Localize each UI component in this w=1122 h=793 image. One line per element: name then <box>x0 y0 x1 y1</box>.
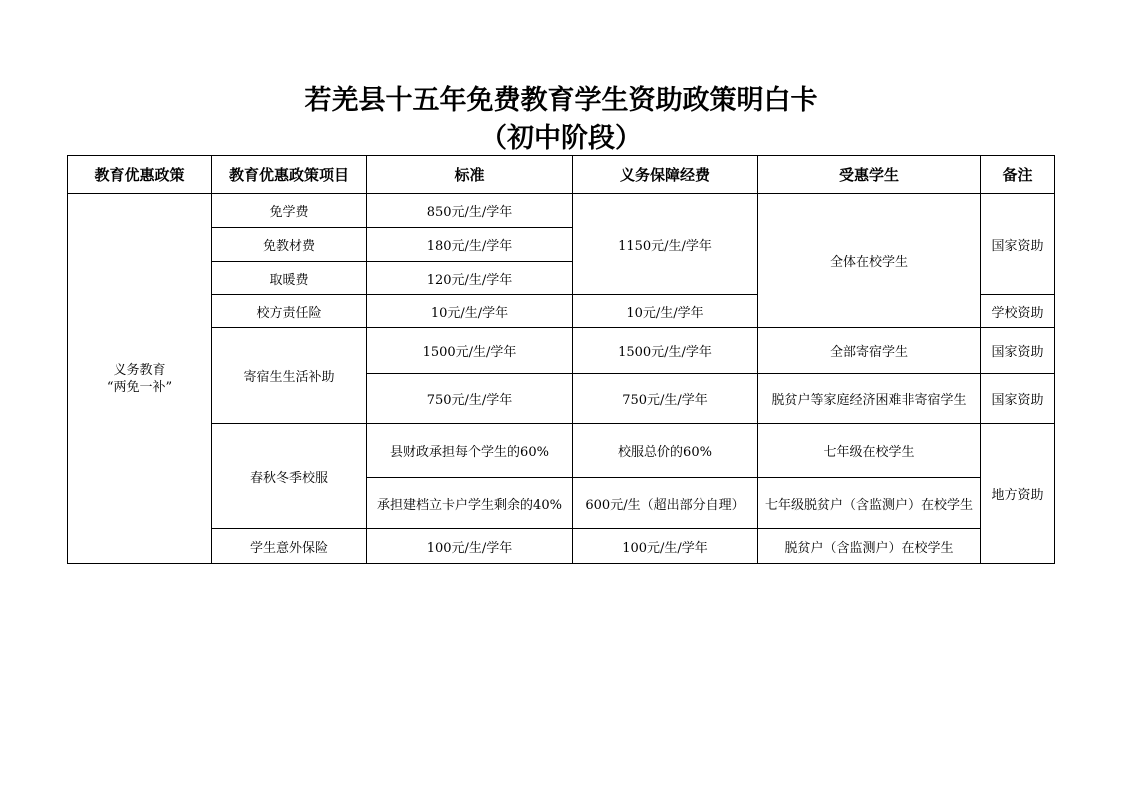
project-heating: 取暖费 <box>212 262 367 295</box>
policy-name-line2: “两免一补” <box>106 379 173 395</box>
header-note: 备注 <box>981 156 1055 194</box>
beneficiary-uniform-2: 七年级脱贫户（含监测户）在校学生 <box>758 478 981 529</box>
funding-boarding-2: 750元/生/学年 <box>573 374 758 424</box>
funding-insurance: 10元/生/学年 <box>573 295 758 328</box>
project-tuition: 免学费 <box>212 194 367 228</box>
header-beneficiary: 受惠学生 <box>758 156 981 194</box>
beneficiary-group: 全体在校学生 <box>758 194 981 328</box>
note-boarding-2: 国家资助 <box>981 374 1055 424</box>
note-insurance: 学校资助 <box>981 295 1055 328</box>
standard-insurance: 10元/生/学年 <box>367 295 573 328</box>
standard-accident: 100元/生/学年 <box>367 529 573 564</box>
page-subtitle: （初中阶段） <box>480 123 642 154</box>
table-row <box>68 424 1055 478</box>
standard-heating: 120元/生/学年 <box>367 262 573 295</box>
table-row <box>68 328 1055 374</box>
funding-uniform-1: 校服总价的60% <box>573 424 758 478</box>
policy-table <box>67 155 1055 564</box>
project-uniform: 春秋冬季校服 <box>212 424 367 529</box>
beneficiary-uniform-1: 七年级在校学生 <box>758 424 981 478</box>
beneficiary-boarding-2: 脱贫户等家庭经济困难非寄宿学生 <box>758 374 981 424</box>
note-group: 国家资助 <box>981 194 1055 295</box>
header-policy: 教育优惠政策 <box>68 156 212 194</box>
table-row <box>68 194 1055 228</box>
beneficiary-boarding-1: 全部寄宿学生 <box>758 328 981 374</box>
standard-uniform-1: 县财政承担每个学生的60% <box>367 424 573 478</box>
standard-boarding-1: 1500元/生/学年 <box>367 328 573 374</box>
standard-boarding-2: 750元/生/学年 <box>367 374 573 424</box>
funding-boarding-1: 1500元/生/学年 <box>573 328 758 374</box>
policy-name-line1: 义务教育 <box>113 362 166 378</box>
project-insurance: 校方责任险 <box>212 295 367 328</box>
note-boarding-1: 国家资助 <box>981 328 1055 374</box>
note-local: 地方资助 <box>981 424 1055 564</box>
project-textbook: 免教材费 <box>212 228 367 262</box>
funding-group: 1150元/生/学年 <box>573 194 758 295</box>
funding-accident: 100元/生/学年 <box>573 529 758 564</box>
standard-textbook: 180元/生/学年 <box>367 228 573 262</box>
page-title: 若羌县十五年免费教育学生资助政策明白卡 <box>304 85 818 116</box>
table-header-row <box>68 156 1055 194</box>
standard-uniform-2: 承担建档立卡户学生剩余的40% <box>367 478 573 529</box>
project-boarding: 寄宿生生活补助 <box>212 328 367 424</box>
standard-tuition: 850元/生/学年 <box>367 194 573 228</box>
policy-name-cell <box>68 194 212 564</box>
header-standard: 标准 <box>367 156 573 194</box>
project-accident: 学生意外保险 <box>212 529 367 564</box>
table-row <box>68 529 1055 564</box>
funding-uniform-2: 600元/生（超出部分自理） <box>573 478 758 529</box>
header-funding: 义务保障经费 <box>573 156 758 194</box>
header-project: 教育优惠政策项目 <box>212 156 367 194</box>
beneficiary-accident: 脱贫户（含监测户）在校学生 <box>758 529 981 564</box>
